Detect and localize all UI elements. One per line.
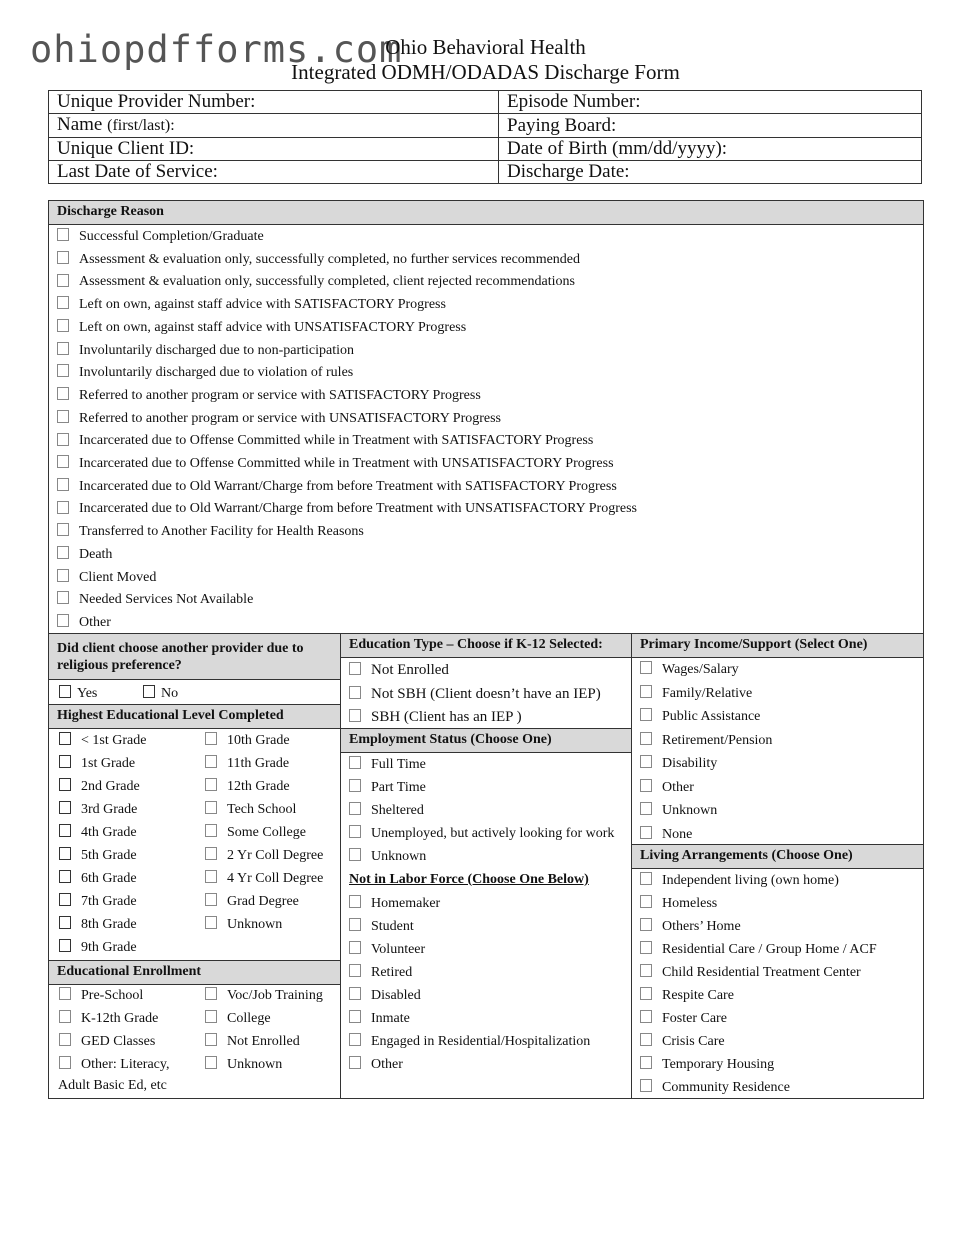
education-level-option[interactable]: [59, 848, 137, 864]
checkbox-icon[interactable]: [640, 755, 652, 768]
education-level-option-label: 5th Grade: [81, 848, 137, 863]
nilf-option[interactable]: [349, 1034, 590, 1050]
nilf-option-label: Retired: [371, 965, 413, 980]
living-option[interactable]: [640, 988, 734, 1004]
checkbox-icon[interactable]: [349, 825, 361, 838]
living-option[interactable]: [640, 965, 861, 981]
education-level-option[interactable]: [59, 871, 137, 887]
dob-field[interactable]: Date of Birth (mm/dd/yyyy):: [499, 138, 922, 161]
discharge-reason-option[interactable]: [57, 547, 112, 563]
nilf-option[interactable]: [349, 942, 425, 958]
checkbox-icon[interactable]: [59, 893, 71, 906]
checkbox-icon[interactable]: [640, 895, 652, 908]
education-level-option-label: Grad Degree: [227, 894, 299, 909]
income-option-label: Disability: [662, 756, 718, 771]
nilf-option[interactable]: [349, 919, 414, 935]
education-type-option-label: Not Enrolled: [371, 662, 449, 678]
discharge-reason-option-label: Incarcerated due to Offense Committed while in Treatment with UNSATISFACTORY Progress: [79, 456, 614, 471]
education-level-option[interactable]: [205, 779, 290, 795]
checkbox-icon[interactable]: [640, 1010, 652, 1023]
discharge-reason-option[interactable]: [57, 501, 637, 517]
checkbox-icon[interactable]: [640, 1079, 652, 1092]
living-option[interactable]: [640, 896, 717, 912]
living-option-label: Foster Care: [662, 1011, 727, 1026]
education-level-heading: Highest Educational Level Completed: [49, 704, 340, 729]
checkbox-icon[interactable]: [205, 824, 217, 837]
checkbox-icon[interactable]: [349, 987, 361, 1000]
checkbox-icon[interactable]: [57, 342, 69, 355]
checkbox-icon[interactable]: [59, 755, 71, 768]
employment-option[interactable]: [349, 826, 614, 842]
enrollment-option[interactable]: [205, 988, 323, 1004]
discharge-reason-option-label: Transferred to Another Facility for Health Reasons: [79, 524, 364, 540]
checkbox-icon[interactable]: [57, 478, 69, 491]
education-level-option-label: 7th Grade: [81, 894, 137, 909]
religious-heading: Did client choose another provider due to religious preference?: [49, 634, 340, 680]
enrollment-option[interactable]: [205, 1034, 300, 1050]
checkbox-icon[interactable]: [57, 364, 69, 377]
checkbox-icon[interactable]: [59, 685, 71, 698]
checkbox-icon[interactable]: [57, 251, 69, 264]
employment-option-label: Unemployed, but actively looking for work: [371, 826, 615, 841]
nilf-option[interactable]: [349, 1011, 410, 1027]
education-level-option-label: < 1st Grade: [81, 733, 147, 748]
checkbox-icon[interactable]: [57, 569, 69, 582]
discharge-reason-option[interactable]: [57, 479, 617, 495]
employment-option-label: Part Time: [371, 780, 426, 795]
checkbox-icon[interactable]: [57, 319, 69, 332]
education-level-option-label: 3rd Grade: [81, 802, 138, 817]
nilf-heading: Not in Labor Force (Choose One Below): [349, 872, 589, 887]
nilf-option-label: Volunteer: [371, 942, 426, 957]
education-level-option[interactable]: [205, 917, 282, 933]
checkbox-icon[interactable]: [205, 847, 217, 860]
checkbox-icon[interactable]: [59, 916, 71, 929]
discharge-reason-option-label: Other: [79, 614, 111, 630]
education-level-option[interactable]: [205, 871, 323, 887]
form-subtitle: Integrated ODMH/ODADAS Discharge Form: [291, 60, 680, 84]
living-option-label: Temporary Housing: [662, 1057, 775, 1072]
checkbox-icon[interactable]: [640, 1056, 652, 1069]
checkbox-icon[interactable]: [57, 433, 69, 446]
checkbox-icon[interactable]: [349, 918, 361, 931]
checkbox-icon[interactable]: [205, 987, 217, 1000]
discharge-reason-option[interactable]: [57, 433, 593, 449]
checkbox-icon[interactable]: [205, 916, 217, 929]
living-option-label: Others’ Home: [662, 919, 741, 934]
details-grid: [48, 633, 924, 1099]
discharge-reason-option[interactable]: [57, 343, 354, 359]
discharge-reason-option-label: Referred to another program or service with UNSATISFACTORY Progress: [79, 410, 502, 426]
name-label: Name: [57, 114, 103, 135]
living-option-label: Homeless: [662, 896, 718, 911]
education-type-option-label: SBH (Client has an IEP ): [371, 709, 522, 725]
discharge-reason-section: [48, 200, 924, 634]
income-option[interactable]: [640, 733, 772, 749]
employment-option-label: Sheltered: [371, 803, 424, 818]
income-option-label: Other: [662, 779, 694, 795]
discharge-reason-heading: Discharge Reason: [49, 201, 923, 225]
discharge-reason-option-label: Client Moved: [79, 569, 157, 585]
enrollment-option[interactable]: [205, 1011, 271, 1027]
checkbox-icon[interactable]: [59, 1056, 71, 1069]
nilf-option[interactable]: [349, 988, 421, 1004]
employment-option-label: Full Time: [371, 757, 426, 772]
nilf-option-label: Disabled: [371, 988, 421, 1003]
checkbox-icon[interactable]: [349, 662, 361, 675]
checkbox-icon[interactable]: [640, 779, 652, 792]
employment-option[interactable]: [349, 849, 426, 865]
education-level-option-label: Unknown: [227, 917, 283, 932]
checkbox-icon[interactable]: [205, 778, 217, 791]
discharge-reason-option-label: Involuntarily discharged due to violation of rules: [79, 365, 354, 381]
discharge-date-field[interactable]: Discharge Date:: [499, 161, 922, 184]
income-option-label: Wages/Salary: [662, 662, 739, 677]
enrollment-other-extra: Adult Basic Ed, etc: [58, 1078, 167, 1093]
education-level-option[interactable]: [59, 733, 146, 749]
nilf-option-label: Student: [371, 919, 414, 934]
education-level-option[interactable]: [59, 894, 137, 910]
checkbox-icon[interactable]: [59, 732, 71, 745]
living-option-label: Residential Care / Group Home / ACF: [662, 942, 877, 957]
income-option[interactable]: [640, 780, 694, 796]
checkbox-icon[interactable]: [640, 918, 652, 931]
discharge-reason-option[interactable]: [57, 411, 501, 427]
education-type-option[interactable]: [349, 662, 449, 679]
living-option-label: Respite Care: [662, 988, 734, 1003]
education-level-option-label: 8th Grade: [81, 917, 137, 932]
checkbox-icon[interactable]: [57, 274, 69, 287]
checkbox-icon[interactable]: [640, 685, 652, 698]
discharge-reason-option[interactable]: [57, 365, 353, 381]
checkbox-icon[interactable]: [59, 939, 71, 952]
nilf-option-label: Engaged in Residential/Hospitalization: [371, 1034, 591, 1049]
discharge-reason-option-label: Incarcerated due to Old Warrant/Charge from before Treatment with SATISFACTORY Progress: [79, 478, 617, 494]
education-level-option[interactable]: [59, 825, 137, 841]
discharge-reason-option[interactable]: [57, 252, 580, 268]
income-option[interactable]: [640, 803, 717, 819]
education-type-option-label: Not SBH (Client doesn’t have an IEP): [371, 685, 601, 702]
checkbox-icon[interactable]: [59, 987, 71, 1000]
checkbox-icon[interactable]: [349, 802, 361, 815]
checkbox-icon[interactable]: [59, 847, 71, 860]
checkbox-icon[interactable]: [143, 685, 155, 698]
living-option[interactable]: [640, 1080, 790, 1096]
education-level-option-label: 4 Yr Coll Degree: [227, 871, 324, 886]
checkbox-icon[interactable]: [57, 455, 69, 468]
checkbox-icon[interactable]: [59, 1033, 71, 1046]
enrollment-option[interactable]: [59, 1011, 158, 1027]
nilf-option[interactable]: [349, 896, 440, 912]
paying-board-field[interactable]: Paying Board:: [499, 114, 922, 138]
checkbox-icon[interactable]: [57, 410, 69, 423]
checkbox-icon[interactable]: [205, 870, 217, 883]
checkbox-icon[interactable]: [205, 732, 217, 745]
education-type-option[interactable]: [349, 686, 601, 703]
discharge-reason-option-label: Left on own, against staff advice with UNSATISFACTORY Progress: [79, 319, 467, 335]
checkbox-icon[interactable]: [205, 1056, 217, 1069]
checkbox-icon[interactable]: [349, 756, 361, 769]
checkbox-icon[interactable]: [640, 1033, 652, 1046]
checkbox-icon[interactable]: [349, 686, 361, 699]
checkbox-icon[interactable]: [640, 661, 652, 674]
enrollment-option[interactable]: [59, 1034, 155, 1050]
nilf-option[interactable]: [349, 1057, 403, 1073]
income-option-label: None: [662, 826, 693, 842]
employment-option-label: Unknown: [371, 849, 427, 864]
checkbox-icon[interactable]: [349, 1010, 361, 1023]
checkbox-icon[interactable]: [205, 1010, 217, 1023]
enrollment-option-label: Other: Literacy,: [81, 1057, 170, 1072]
checkbox-icon[interactable]: [349, 895, 361, 908]
discharge-reason-option-label: Successful Completion/Graduate: [79, 229, 264, 244]
education-type-option[interactable]: [349, 709, 522, 726]
enrollment-option[interactable]: [59, 1057, 170, 1073]
nilf-option[interactable]: [349, 965, 412, 981]
discharge-reason-option[interactable]: [57, 320, 466, 336]
income-heading: Primary Income/Support (Select One): [632, 634, 923, 658]
education-level-option-label: 4th Grade: [81, 825, 137, 840]
education-level-option-label: 1st Grade: [81, 756, 136, 771]
checkbox-icon[interactable]: [57, 591, 69, 604]
employment-option[interactable]: [349, 803, 424, 819]
checkbox-icon[interactable]: [349, 848, 361, 861]
education-level-option[interactable]: [205, 756, 289, 772]
education-level-option[interactable]: [59, 917, 137, 933]
enrollment-option-label: Unknown: [227, 1057, 283, 1072]
provider-number-field[interactable]: Unique Provider Number:: [49, 91, 499, 114]
checkbox-icon[interactable]: [59, 801, 71, 814]
enrollment-option-label: Voc/Job Training: [227, 988, 323, 1003]
income-option[interactable]: [640, 827, 692, 843]
living-heading: Living Arrangements (Choose One): [632, 844, 923, 869]
living-option-label: Crisis Care: [662, 1034, 725, 1049]
checkbox-icon[interactable]: [640, 987, 652, 1000]
discharge-reason-option[interactable]: [57, 388, 481, 404]
education-level-option-label: 11th Grade: [227, 756, 290, 771]
education-level-option-label: 9th Grade: [81, 940, 137, 955]
income-option[interactable]: [640, 756, 717, 772]
nilf-option-label: Other: [371, 1057, 403, 1072]
checkbox-icon[interactable]: [640, 872, 652, 885]
living-option[interactable]: [640, 1011, 727, 1027]
checkbox-icon[interactable]: [59, 824, 71, 837]
checkbox-icon[interactable]: [349, 1056, 361, 1069]
checkbox-icon[interactable]: [640, 941, 652, 954]
discharge-reason-option-label: Needed Services Not Available: [79, 592, 254, 608]
education-level-option[interactable]: [205, 894, 299, 910]
income-option[interactable]: [640, 662, 739, 678]
living-option[interactable]: [640, 1057, 774, 1073]
education-level-option[interactable]: [205, 848, 323, 864]
discharge-reason-option[interactable]: [57, 570, 156, 586]
client-id-field[interactable]: Unique Client ID:: [49, 138, 499, 161]
form-title: Ohio Behavioral Health: [385, 35, 586, 59]
living-option[interactable]: [640, 873, 839, 889]
discharge-reason-option[interactable]: [57, 592, 253, 608]
checkbox-icon[interactable]: [349, 941, 361, 954]
discharge-reason-option-label: Assessment & evaluation only, successfully completed, no further services recommended: [79, 251, 581, 267]
checkbox-icon[interactable]: [57, 228, 69, 241]
religious-no[interactable]: No: [143, 686, 178, 702]
religious-yes[interactable]: Yes: [59, 686, 97, 702]
education-level-option-label: 2nd Grade: [81, 779, 140, 794]
nilf-option-label: Inmate: [371, 1011, 410, 1026]
living-option-label: Independent living (own home): [662, 873, 839, 888]
checkbox-icon[interactable]: [640, 802, 652, 815]
discharge-reason-option[interactable]: [57, 615, 111, 631]
education-type-heading: Education Type – Choose if K-12 Selected:: [341, 634, 631, 658]
discharge-reason-option-label: Referred to another program or service with SATISFACTORY Progress: [79, 387, 481, 403]
checkbox-icon[interactable]: [640, 964, 652, 977]
discharge-reason-option[interactable]: [57, 524, 364, 540]
checkbox-icon[interactable]: [57, 387, 69, 400]
education-level-option[interactable]: [59, 802, 137, 818]
living-option[interactable]: [640, 942, 877, 958]
checkbox-icon[interactable]: [57, 501, 69, 514]
income-option-label: Family/Relative: [662, 685, 753, 701]
discharge-reason-option-label: Incarcerated due to Offense Committed while in Treatment with SATISFACTORY Progress: [79, 433, 594, 449]
discharge-reason-option[interactable]: [57, 456, 614, 472]
checkbox-icon[interactable]: [57, 296, 69, 309]
discharge-reason-option[interactable]: [57, 274, 575, 290]
living-option-label: Child Residential Treatment Center: [662, 965, 861, 980]
discharge-reason-option-label: Death: [79, 546, 113, 562]
income-option[interactable]: [640, 709, 760, 725]
header-fields-table: [48, 90, 922, 184]
enrollment-option-label: College: [227, 1011, 271, 1026]
education-level-option[interactable]: [59, 940, 137, 956]
enrollment-option-label: Not Enrolled: [227, 1034, 300, 1049]
checkbox-icon[interactable]: [59, 778, 71, 791]
nilf-option-label: Homemaker: [371, 896, 441, 911]
education-level-option[interactable]: [205, 825, 306, 841]
name-field[interactable]: [49, 114, 499, 138]
employment-option[interactable]: [349, 780, 426, 796]
education-level-option-label: Tech School: [227, 802, 297, 817]
education-level-option[interactable]: [59, 756, 135, 772]
checkbox-icon[interactable]: [59, 870, 71, 883]
discharge-reason-option[interactable]: [57, 297, 446, 313]
name-hint: (first/last):: [107, 117, 175, 134]
checkbox-icon[interactable]: [205, 893, 217, 906]
checkbox-icon[interactable]: [205, 801, 217, 814]
education-level-option-label: 2 Yr Coll Degree: [227, 848, 324, 863]
education-level-option-label: 6th Grade: [81, 871, 137, 886]
checkbox-icon[interactable]: [205, 1033, 217, 1046]
education-level-option[interactable]: [59, 779, 140, 795]
education-level-option-label: Some College: [227, 825, 306, 840]
checkbox-icon[interactable]: [349, 964, 361, 977]
living-option-label: Community Residence: [662, 1080, 790, 1095]
discharge-reason-option-label: Incarcerated due to Old Warrant/Charge from before Treatment with UNSATISFACTORY Progress: [79, 501, 637, 517]
living-option[interactable]: [640, 919, 741, 935]
enrollment-option[interactable]: [205, 1057, 282, 1073]
checkbox-icon[interactable]: [57, 523, 69, 536]
discharge-reason-option-label: Left on own, against staff advice with SATISFACTORY Progress: [79, 297, 446, 313]
enrollment-option[interactable]: [59, 988, 143, 1004]
living-option[interactable]: [640, 1034, 725, 1050]
income-option[interactable]: [640, 686, 752, 702]
education-level-option-label: 12th Grade: [227, 779, 290, 794]
education-level-option[interactable]: [205, 802, 296, 818]
employment-option[interactable]: [349, 757, 426, 773]
enrollment-option-label: Pre-School: [81, 988, 144, 1003]
checkbox-icon[interactable]: [640, 708, 652, 721]
education-level-option-label: 10th Grade: [227, 733, 290, 748]
income-option-label: Unknown: [662, 803, 718, 818]
employment-heading: Employment Status (Choose One): [341, 728, 631, 753]
checkbox-icon[interactable]: [349, 1033, 361, 1046]
checkbox-icon[interactable]: [349, 709, 361, 722]
checkbox-icon[interactable]: [57, 614, 69, 627]
checkbox-icon[interactable]: [59, 1010, 71, 1023]
episode-number-field[interactable]: Episode Number:: [499, 91, 922, 114]
watermark: ohiopdfforms.com: [30, 28, 403, 71]
discharge-reason-option-label: Involuntarily discharged due to non-participation: [79, 342, 355, 358]
checkbox-icon[interactable]: [205, 755, 217, 768]
income-option-label: Retirement/Pension: [662, 732, 773, 748]
enrollment-heading: Educational Enrollment: [49, 960, 340, 985]
enrollment-option-label: K-12th Grade: [81, 1011, 159, 1026]
checkbox-icon[interactable]: [640, 732, 652, 745]
education-level-option[interactable]: [205, 733, 290, 749]
checkbox-icon[interactable]: [640, 826, 652, 839]
enrollment-option-label: GED Classes: [81, 1034, 156, 1049]
last-service-field[interactable]: Last Date of Service:: [49, 161, 499, 184]
checkbox-icon[interactable]: [57, 546, 69, 559]
discharge-reason-option-label: Assessment & evaluation only, successfully completed, client rejected recommendations: [79, 274, 575, 290]
checkbox-icon[interactable]: [349, 779, 361, 792]
income-option-label: Public Assistance: [662, 709, 761, 724]
discharge-reason-option[interactable]: [57, 229, 264, 245]
